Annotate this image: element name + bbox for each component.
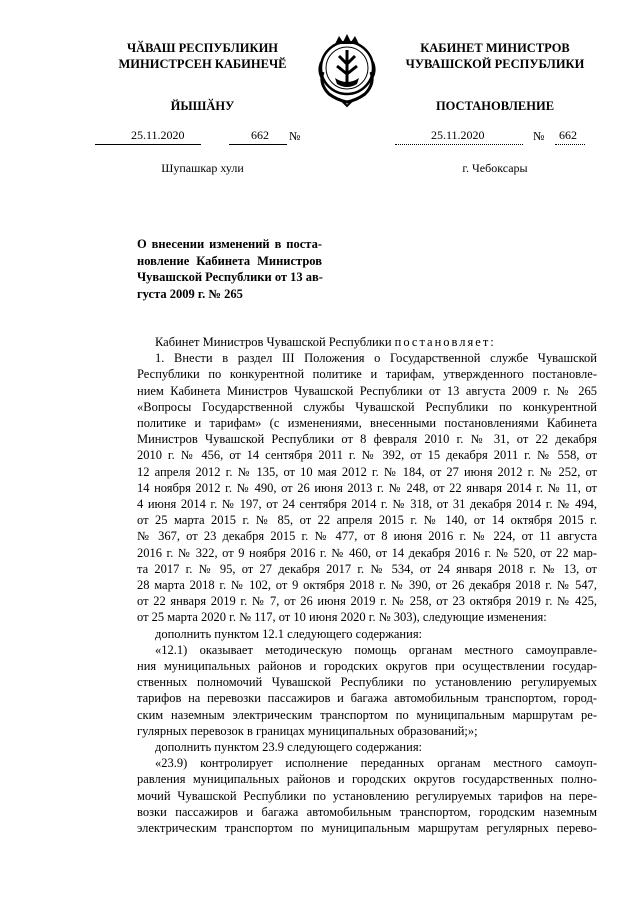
left-date-number-line [95, 128, 310, 144]
title-line: Чувашской Республики от 13 ав- [137, 270, 323, 284]
right-date: 25.11.2020 [431, 128, 485, 142]
body-line: тарифов на перевозки пассажиров и багажа автомобильным транспортом, город- [137, 691, 597, 706]
right-number: 662 [559, 128, 577, 142]
title-line: новление Кабинета Министров [137, 253, 322, 268]
left-city: Шупашкар хули [161, 161, 244, 175]
intro-line [137, 334, 597, 350]
body-line: мочий Чувашской Республики по установлению регулируемых тарифов на пере- [137, 788, 597, 803]
body-line: дополнить пунктом 12.1 следующего содержания: [155, 626, 423, 641]
body-line: 4 июня 2014 г. № 197, от 24 сентября 2014 г. № 318, от 31 декабря 2014 г. № 494, [137, 497, 597, 512]
body-line: 28 марта 2018 г. № 102, от 9 октября 2018 г. № 390, от 26 декабря 2018 г. № 547, [137, 578, 597, 593]
body-line: Республики по конкурентной политике и тарифам, утвержденного постановле- [137, 367, 597, 382]
title-line: густа 2009 г. № 265 [137, 286, 243, 301]
left-org-name [95, 40, 310, 72]
document-title [137, 236, 322, 302]
body-lines [137, 350, 597, 836]
right-number-sign: № [533, 129, 545, 143]
body-line: 14 ноября 2012 г. № 490, от 26 июня 2013 г. № 248, от 22 января 2014 г. № 11, от [137, 480, 597, 495]
coat-of-arms-icon [311, 32, 383, 108]
left-org-line1: ЧӐВАШ РЕСПУБЛИКИН [126, 41, 279, 55]
body-line: от 22 января 2019 г. № 7, от 26 июня 2019 г. № 258, от 23 октября 2019 г. № 425, [137, 594, 597, 609]
body-line: 12 апреля 2012 г. № 135, от 10 мая 2012 г. № 184, от 27 июня 2012 г. № 252, от [137, 464, 597, 479]
body-line: 2016 г. № 322, от 9 ноября 2016 г. № 460, от 14 декабря 2016 г. № 520, от 22 мар- [137, 545, 597, 560]
right-date-number-line [395, 128, 605, 144]
intro-prefix: Кабинет Министров Чувашской Республики [155, 335, 392, 349]
body-line: от 25 марта 2020 г. № 117, от 10 июня 2020 г. № 303), следующие изменения: [137, 610, 547, 625]
title-line: О внесении изменений в поста- [137, 237, 322, 251]
body-line: Министров Чувашской Республики от 8 февраля 2010 г. № 31, от 22 декабря [137, 432, 597, 447]
body-line: ским наземным электрическим транспортом по муниципальным маршрутам ре- [137, 707, 597, 722]
body-line: ния муниципальных районов и городских округов при осуществлении государ- [137, 659, 597, 674]
body-line: нием Кабинета Министров Чувашской Республики от 13 августа 2009 г. № 265 [137, 383, 597, 398]
left-number-sign: № [289, 129, 301, 143]
right-org-line1: КАБИНЕТ МИНИСТРОВ [420, 41, 570, 55]
right-org-line2: ЧУВАШСКОЙ РЕСПУБЛИКИ [405, 57, 585, 71]
right-doc-type: ПОСТАНОВЛЕНИЕ [435, 99, 555, 113]
body-line: равления муниципальных районов и городских округов государственных полно- [137, 772, 597, 787]
body-line: политике и тарифам» (с изменениями, внесенными постановлениями Кабинета [137, 416, 597, 431]
body-line: та 2017 г. № 95, от 27 декабря 2017 г. № 534, от 24 января 2018 г. № 13, от [137, 561, 597, 576]
body-line: дополнить пунктом 23.9 следующего содержания: [155, 740, 423, 755]
body-line: от 25 марта 2015 г. № 85, от 22 апреля 2015 г. № 140, от 14 октября 2015 г. [137, 513, 597, 528]
left-doc-type: ЙЫШӐНУ [170, 99, 235, 113]
body-line: возки пассажиров и багажа автомобильным транспортом, городским наземным [137, 804, 597, 819]
right-org-name [395, 40, 595, 72]
left-org-line2: МИНИСТРСЕН КАБИНЕЧӖ [118, 57, 287, 71]
left-number: 662 [251, 128, 269, 142]
body-line: № 367, от 23 декабря 2015 г. № 477, от 8 июня 2016 г. № 224, от 11 августа [137, 529, 597, 544]
body-line: гулярных перевозок в границах муниципальных образований;»; [137, 723, 478, 738]
body-line: «12.1) оказывает методическую помощь органам местного самоуправле- [155, 642, 597, 657]
document-body [137, 334, 597, 836]
body-line: «23.9) контролирует исполнение переданных органам местного самоуп- [155, 756, 597, 771]
body-line: «Вопросы Государственной службы Чувашской Республики по конкурентной [137, 399, 597, 414]
body-line: 2010 г. № 456, от 14 сентября 2011 г. № 392, от 15 декабря 2011 г. № 558, от [137, 448, 597, 463]
body-line: ственных полномочий Чувашской Республики по установлению регулируемых [137, 675, 597, 690]
left-date: 25.11.2020 [131, 128, 185, 142]
intro-verb: постановляет: [394, 335, 496, 349]
body-line: электрическим транспортом по муниципальным маршрутам регулярных перево- [137, 821, 597, 836]
body-line: 1. Внести в раздел III Положения о Государственной службе Чувашской [155, 351, 597, 366]
right-city: г. Чебоксары [462, 161, 528, 175]
